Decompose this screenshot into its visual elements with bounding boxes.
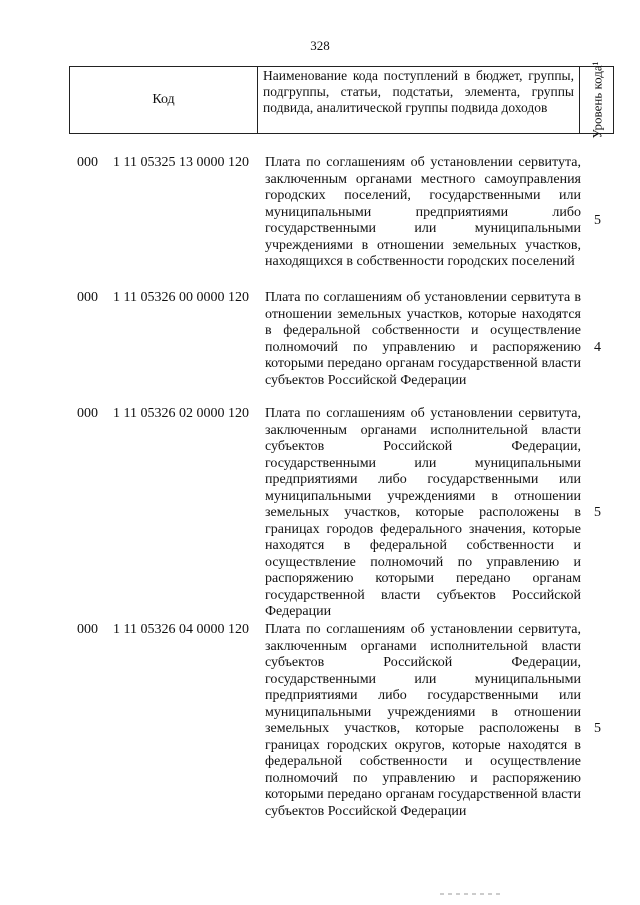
header-level-column (579, 61, 613, 139)
revenue-code: 1 11 05326 00 0000 120 (113, 290, 249, 305)
code-level: 5 (594, 721, 601, 736)
table-header (69, 61, 614, 139)
revenue-code: 1 11 05326 04 0000 120 (113, 622, 249, 637)
revenue-name: Плата по соглашениям об установлении сервитута в отношении земельных участков, которые находятся в федеральной собственности и осуществление полномочий по управлению и распоряжению которыми передано органам государственной власти субъектов Российской Федерации (265, 290, 581, 388)
admin-code: 000 (77, 406, 98, 421)
admin-code: 000 (77, 622, 98, 637)
page-number: 328 (310, 38, 330, 53)
code-level: 5 (594, 213, 601, 228)
scan-artifact (440, 893, 500, 895)
revenue-code: 1 11 05326 02 0000 120 (113, 406, 249, 421)
revenue-code: 1 11 05325 13 0000 120 (113, 155, 249, 170)
revenue-name: Плата по соглашениям об установлении сервитута, заключенным органами исполнительной власти субъектов Российской Федерации, государственными или муниципальными предприятиями либо государственными или муниципальными учреждениями в отношении земельных участков, которые расположены в границах городских округов, которые находятся в федеральной собственности и осуществление полномочий по управлению и распоряжению которыми передано органам государственной власти субъектов Российской Федерации (265, 622, 581, 819)
code-level: 4 (594, 340, 601, 355)
header-code-column: Код (70, 67, 258, 133)
code-level: 5 (594, 505, 601, 520)
admin-code: 000 (77, 155, 98, 170)
revenue-name: Плата по соглашениям об установлении сервитута, заключенным органами местного самоуправления городских поселений, государственными или муниципальными предприятиями либо государственными или муниципальными учреждениями в отношении земельных участков, находящихся в собственности городских поселений (265, 155, 581, 269)
revenue-name: Плата по соглашениям об установлении сервитута, заключенным органами исполнительной власти субъектов Российской Федерации, государственными или муниципальными предприятиями либо государственными или муниципальными учреждениями в отношении земельных участков, которые расположены в границах городов федерального значения, которые находятся в федеральной собственности и осуществление полномочий по управлению и распоряжению которыми передано органам государственной власти субъектов Российской Федерации (265, 406, 581, 619)
header-level-label: Уровень кода¹ (589, 61, 604, 139)
admin-code: 000 (77, 290, 98, 305)
header-name-column: Наименование кода поступлений в бюджет, группы, подгруппы, статьи, подстатьи, элемента, группы подвида, аналитической группы подвида доходов (263, 68, 574, 115)
